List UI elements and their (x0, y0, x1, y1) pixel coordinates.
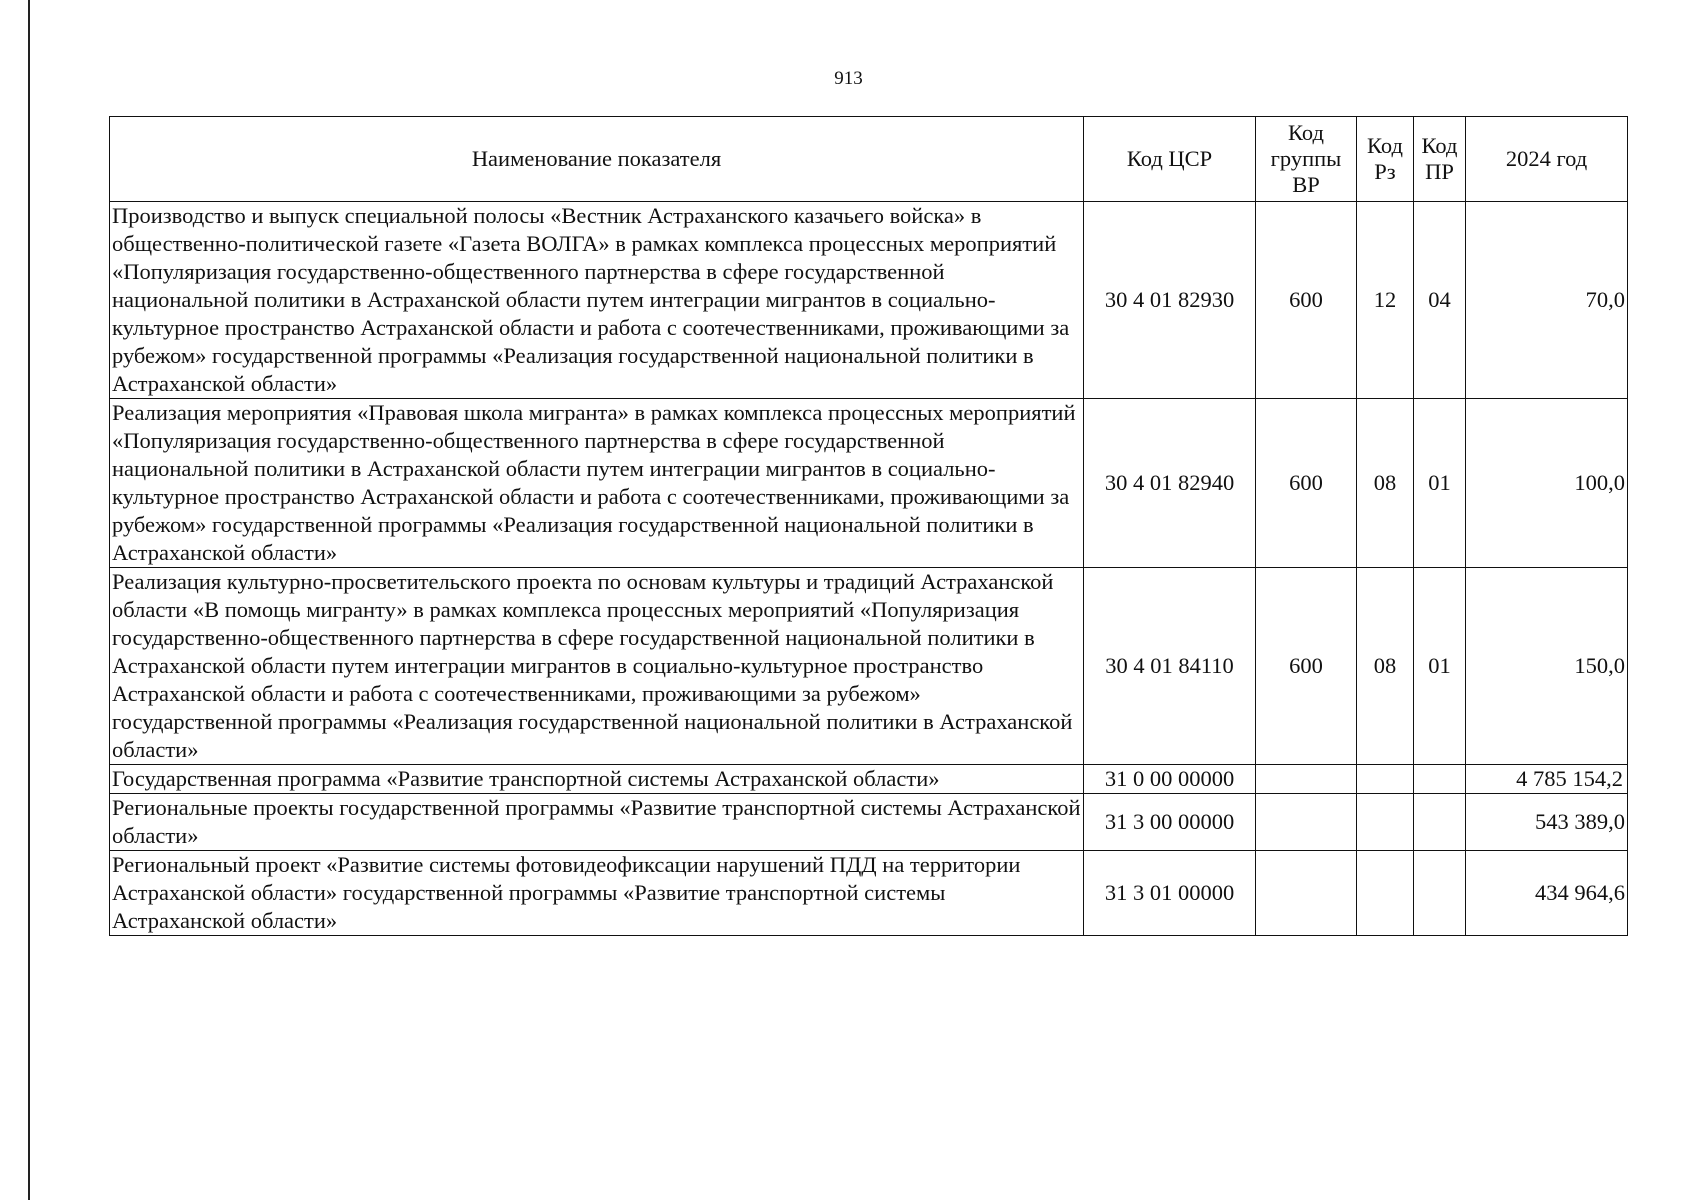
row-value: 100,0 (1466, 399, 1628, 568)
row-name: Региональный проект «Развитие системы фотовидеофиксации нарушений ПДД на территории Астраханской области» государственной программы «Развитие транспортной системы Астраханской области» (110, 851, 1084, 936)
row-vr: 600 (1256, 202, 1357, 399)
header-pr: Код ПР (1414, 117, 1466, 202)
row-pr: 01 (1414, 568, 1466, 765)
row-pr: 01 (1414, 399, 1466, 568)
header-name: Наименование показателя (110, 117, 1084, 202)
row-value: 543 389,0 (1466, 794, 1628, 851)
budget-table (109, 116, 1628, 936)
row-name: Реализация мероприятия «Правовая школа мигранта» в рамках комплекса процессных мероприятий «Популяризация государственно-общественного партнерства в сфере государственной национальной политики в Астраханской области путем интеграции мигрантов в социально-культурное пространство Астраханской области и работа с соотечественниками, проживающими за рубежом» государственной программы «Реализация государственной национальной политики в Астраханской области» (110, 399, 1084, 568)
row-rz: 08 (1357, 399, 1414, 568)
row-rz: 08 (1357, 568, 1414, 765)
header-rz: Код Рз (1357, 117, 1414, 202)
row-vr (1256, 851, 1357, 936)
row-pr (1414, 765, 1466, 794)
row-csr: 31 3 00 00000 (1084, 794, 1256, 851)
row-rz (1357, 765, 1414, 794)
row-rz: 12 (1357, 202, 1414, 399)
row-pr (1414, 851, 1466, 936)
row-value: 434 964,6 (1466, 851, 1628, 936)
row-value: 4 785 154,2 (1466, 765, 1628, 794)
row-csr: 31 3 01 00000 (1084, 851, 1256, 936)
table-row (110, 202, 1628, 399)
page-number: 913 (834, 68, 863, 89)
row-name: Реализация культурно-просветительского проекта по основам культуры и традиций Астраханской области «В помощь мигранту» в рамках комплекса процессных мероприятий «Популяризация государственно-общественного партнерства в сфере государственной национальной политики в Астраханской области путем интеграции мигрантов в социально-культурное пространство Астраханской области и работа с соотечественниками, проживающими за рубежом» государственной программы «Реализация государственной национальной политики в Астраханской области» (110, 568, 1084, 765)
row-value: 70,0 (1466, 202, 1628, 399)
row-vr: 600 (1256, 399, 1357, 568)
table-row (110, 765, 1628, 794)
row-name: Производство и выпуск специальной полосы «Вестник Астраханского казачьего войска» в общественно-политической газете «Газета ВОЛГА» в рамках комплекса процессных мероприятий «Популяризация государственно-общественного партнерства в сфере государственной национальной политики в Астраханской области путем интеграции мигрантов в социально-культурное пространство Астраханской области и работа с соотечественниками, проживающими за рубежом» государственной программы «Реализация государственной национальной политики в Астраханской области» (110, 202, 1084, 399)
row-vr (1256, 765, 1357, 794)
row-name: Региональные проекты государственной программы «Развитие транспортной системы Астраханской области» (110, 794, 1084, 851)
table-row (110, 851, 1628, 936)
row-csr: 30 4 01 84110 (1084, 568, 1256, 765)
table-header-row (110, 117, 1628, 202)
header-vr: Код группы ВР (1256, 117, 1357, 202)
row-rz (1357, 851, 1414, 936)
row-vr: 600 (1256, 568, 1357, 765)
header-csr: Код ЦСР (1084, 117, 1256, 202)
row-value: 150,0 (1466, 568, 1628, 765)
row-csr: 30 4 01 82940 (1084, 399, 1256, 568)
left-margin-line (28, 0, 30, 1200)
row-rz (1357, 794, 1414, 851)
row-pr: 04 (1414, 202, 1466, 399)
table-row (110, 568, 1628, 765)
table-row (110, 399, 1628, 568)
row-vr (1256, 794, 1357, 851)
row-csr: 30 4 01 82930 (1084, 202, 1256, 399)
table-row (110, 794, 1628, 851)
row-name: Государственная программа «Развитие транспортной системы Астраханской области» (110, 765, 1084, 794)
header-year: 2024 год (1466, 117, 1628, 202)
row-csr: 31 0 00 00000 (1084, 765, 1256, 794)
row-pr (1414, 794, 1466, 851)
